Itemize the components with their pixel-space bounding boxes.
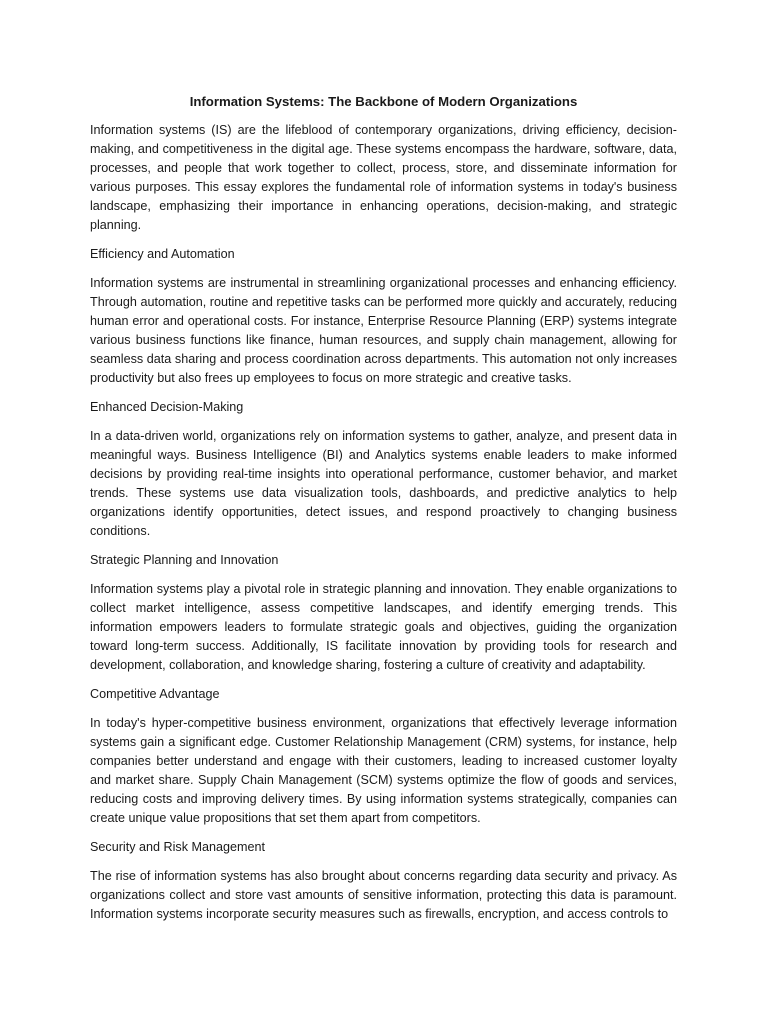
section-body-strategic-planning: Information systems play a pivotal role in strategic planning and innovation. They enable organizations to collect market intelligence, assess competitive landscapes, and identify emerging trends. This information empowers leaders to formulate strategic goals and objectives, guiding the organization toward long-term success. Additionally, IS facilitate innovation by providing tools for research and development, collaboration, and knowledge sharing, fostering a culture of creativity and adaptability. [90, 582, 677, 672]
section-heading-competitive-advantage: Competitive Advantage [90, 687, 220, 701]
section-body-efficiency: Information systems are instrumental in streamlining organizational processes and enhancing efficiency. Through automation, routine and repetitive tasks can be performed more quickly and accurately, reducing human error and operational costs. For instance, Enterprise Resource Planning (ERP) systems integrate various business functions like finance, human resources, and supply chain management, allowing for seamless data sharing and process coordination across departments. This automation not only increases productivity but also frees up employees to focus on more strategic and creative tasks. [90, 276, 677, 385]
section-body-competitive-advantage: In today's hyper-competitive business environment, organizations that effectively leverage information systems gain a significant edge. Customer Relationship Management (CRM) systems, for instance, help companies better understand and engage with their customers, leading to increased customer loyalty and market share. Supply Chain Management (SCM) systems optimize the flow of goods and services, reducing costs and improving delivery times. By using information systems strategically, companies can create unique value propositions that set them apart from competitors. [90, 716, 677, 825]
section-heading-decision-making: Enhanced Decision-Making [90, 400, 244, 414]
document-title: Information Systems: The Backbone of Modern Organizations [189, 94, 578, 109]
section-body-security: The rise of information systems has also brought about concerns regarding data security and privacy. As organizations collect and store vast amounts of sensitive information, protecting this data is paramount. Information systems incorporate security measures such as firewalls, encryption, and access controls to [90, 869, 677, 921]
section-heading-efficiency: Efficiency and Automation [90, 247, 235, 261]
section-heading-strategic-planning: Strategic Planning and Innovation [90, 553, 279, 567]
section-heading-security: Security and Risk Management [90, 840, 265, 854]
section-body-decision-making: In a data-driven world, organizations rely on information systems to gather, analyze, and present data in meaningful ways. Business Intelligence (BI) and Analytics systems enable leaders to make informed decisions by providing real-time insights into operational performance, customer behavior, and market trends. These systems use data visualization tools, dashboards, and predictive analytics to help organizations identify opportunities, detect issues, and respond proactively to changing business conditions. [90, 429, 677, 538]
intro-paragraph: Information systems (IS) are the lifeblood of contemporary organizations, driving efficiency, decision-making, and competitiveness in the digital age. These systems encompass the hardware, software, data, processes, and people that work together to collect, process, store, and disseminate information for various purposes. This essay explores the fundamental role of information systems in today's business landscape, emphasizing their importance in enhancing operations, decision-making, and strategic planning. [90, 123, 677, 232]
document-page [90, 92, 677, 934]
